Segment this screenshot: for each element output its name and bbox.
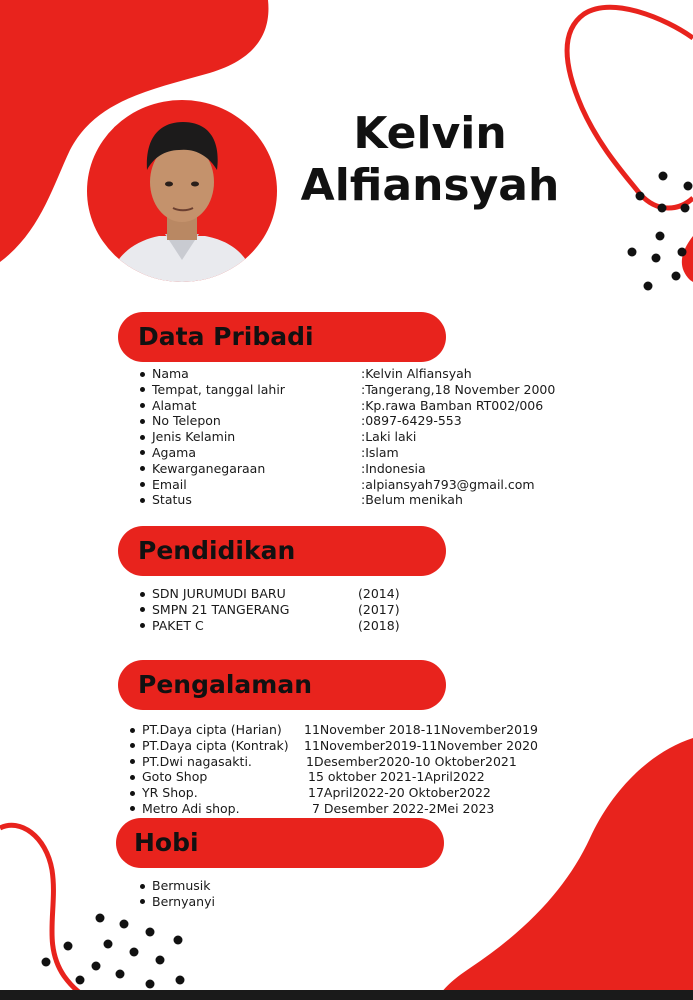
bullet-icon: [140, 419, 145, 424]
section-header-data-pribadi: [118, 312, 446, 362]
work-period: 1Desember2020-10 Oktober2021: [306, 753, 517, 769]
field-value: :Islam: [361, 444, 399, 460]
company-name: PT.Daya cipta (Harian): [142, 722, 282, 737]
list-item: [142, 801, 562, 817]
list-item: [142, 722, 562, 738]
company-name: Metro Adi shop.: [142, 800, 240, 816]
field-label: No Telepon: [152, 413, 221, 429]
bullet-icon: [130, 728, 135, 733]
school-name: PAKET C: [152, 617, 204, 633]
list-item: [152, 461, 592, 477]
field-value: :Kp.rawa Bamban RT002/006: [361, 397, 544, 413]
school-name: SDN JURUMUDI BARU: [152, 586, 286, 601]
work-period: 15 oktober 2021-1April2022: [308, 769, 485, 785]
profile-photo: [87, 100, 277, 282]
company-name: Goto Shop: [142, 769, 208, 785]
section-header-pengalaman: [118, 660, 446, 710]
list-item: [152, 618, 452, 634]
list-item: [142, 738, 562, 754]
education-list: [152, 586, 452, 633]
section-header-hobi: [116, 818, 444, 868]
list-item: [152, 382, 592, 398]
list-item: [152, 878, 352, 894]
list-item: [152, 413, 592, 429]
avatar-figure: [87, 100, 277, 282]
bottom-left-swirl: [0, 825, 90, 1000]
person-name: [290, 108, 570, 212]
field-label: Email: [152, 476, 187, 492]
bullet-icon: [140, 884, 145, 889]
work-period: 11November2019-11November 2020: [304, 737, 538, 753]
list-item: [152, 477, 592, 493]
field-value: :Indonesia: [361, 460, 426, 476]
list-item: [142, 754, 562, 770]
list-item: [152, 492, 592, 508]
bullet-icon: [140, 372, 145, 377]
company-name: YR Shop.: [142, 785, 198, 801]
list-item: [152, 586, 452, 602]
list-item: [152, 445, 592, 461]
hobby-list: [152, 878, 352, 910]
field-value: :Kelvin Alfiansyah: [361, 366, 472, 381]
right-side-blob: [682, 236, 693, 282]
bullet-icon: [140, 498, 145, 503]
school-year: (2017): [358, 601, 400, 617]
company-name: PT.Daya cipta (Kontrak): [142, 737, 289, 753]
top-right-swirl: [567, 7, 693, 208]
list-item: [152, 894, 352, 910]
list-item: [152, 366, 592, 382]
company-name: PT.Dwi nagasakti.: [142, 753, 252, 769]
hobby-name: Bernyanyi: [152, 893, 215, 909]
field-label: Alamat: [152, 397, 197, 413]
bullet-icon: [140, 592, 145, 597]
field-label: Tempat, tanggal lahir: [152, 381, 285, 397]
field-label: Nama: [152, 366, 189, 381]
section-title-hobi: Hobi: [134, 828, 199, 857]
list-item: [142, 785, 562, 801]
bottom-edge-bar: [0, 990, 693, 1000]
bullet-icon: [140, 435, 145, 440]
list-item: [152, 398, 592, 414]
work-period: 11November 2018-11November2019: [304, 722, 538, 737]
section-title-data-pribadi: Data Pribadi: [138, 322, 314, 351]
field-label: Jenis Kelamin: [152, 429, 236, 445]
section-title-pendidikan: Pendidikan: [138, 536, 296, 565]
field-value: :Belum menikah: [361, 492, 463, 508]
field-label: Agama: [152, 444, 196, 460]
section-title-pengalaman: Pengalaman: [138, 670, 312, 699]
person-last-name: Alfiansyah: [300, 160, 560, 211]
personal-data-list: [152, 366, 592, 508]
field-value: :alpiansyah793@gmail.com: [361, 476, 535, 492]
school-year: (2018): [358, 617, 400, 633]
hobby-name: Bermusik: [152, 878, 211, 893]
school-year: (2014): [358, 586, 400, 601]
bullet-icon: [130, 791, 135, 796]
list-item: [152, 602, 452, 618]
field-value: :Tangerang,18 November 2000: [361, 381, 556, 397]
section-header-pendidikan: [118, 526, 446, 576]
list-item: [142, 769, 562, 785]
field-label: Kewarganegaraan: [152, 460, 266, 476]
field-value: :Laki laki: [361, 429, 417, 445]
school-name: SMPN 21 TANGERANG: [152, 601, 290, 617]
list-item: [152, 429, 592, 445]
bullet-icon: [130, 775, 135, 780]
experience-list: [142, 722, 562, 817]
field-value: :0897-6429-553: [361, 413, 462, 429]
person-first-name: Kelvin: [353, 108, 507, 159]
field-label: Status: [152, 492, 192, 508]
work-period: 17April2022-20 Oktober2022: [308, 785, 491, 801]
work-period: 7 Desember 2022-2Mei 2023: [312, 800, 495, 816]
